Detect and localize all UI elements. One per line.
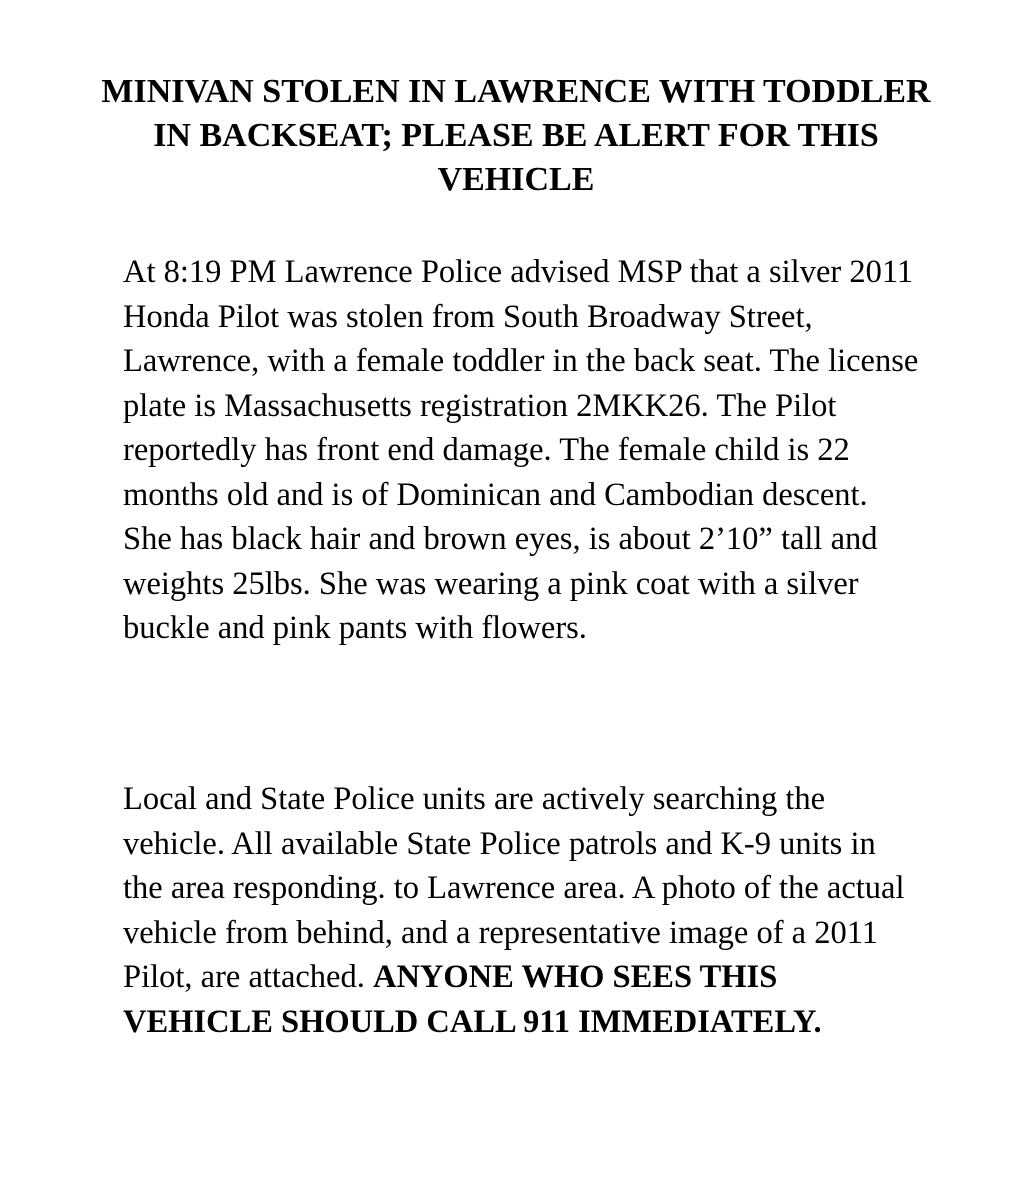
paragraph-search-text: Local and State Police units are actively searching the vehicle. All available State Police patrols and K-9 units in the area responding. to Lawrence area. A photo of the actual vehicle from behind, and a representative image of a 2011 Pilot, are attached. <box>123 781 905 995</box>
paragraph-incident-details: At 8:19 PM Lawrence Police advised MSP that a silver 2011 Honda Pilot was stolen from South Broadway Street, Lawrence, with a female toddler in the back seat. The license plate is Massachusetts registration 2MKK26. The Pilot reportedly has front end damage. The female child is 22 months old and is of Dominican and Cambodian descent. She has black hair and brown eyes, is about 2’10” tall and weights 25lbs. She was wearing a pink coat with a silver buckle and pink pants with flowers. <box>123 254 919 646</box>
paragraph-search-status <box>123 777 923 1044</box>
call-911-emphasis: ANYONE WHO SEES THIS VEHICLE SHOULD CALL 911 IMMEDIATELY. <box>123 959 822 1040</box>
headline: MINIVAN STOLEN IN LAWRENCE WITH TODDLER IN BACKSEAT; PLEASE BE ALERT FOR THIS VEHICLE <box>101 73 931 198</box>
